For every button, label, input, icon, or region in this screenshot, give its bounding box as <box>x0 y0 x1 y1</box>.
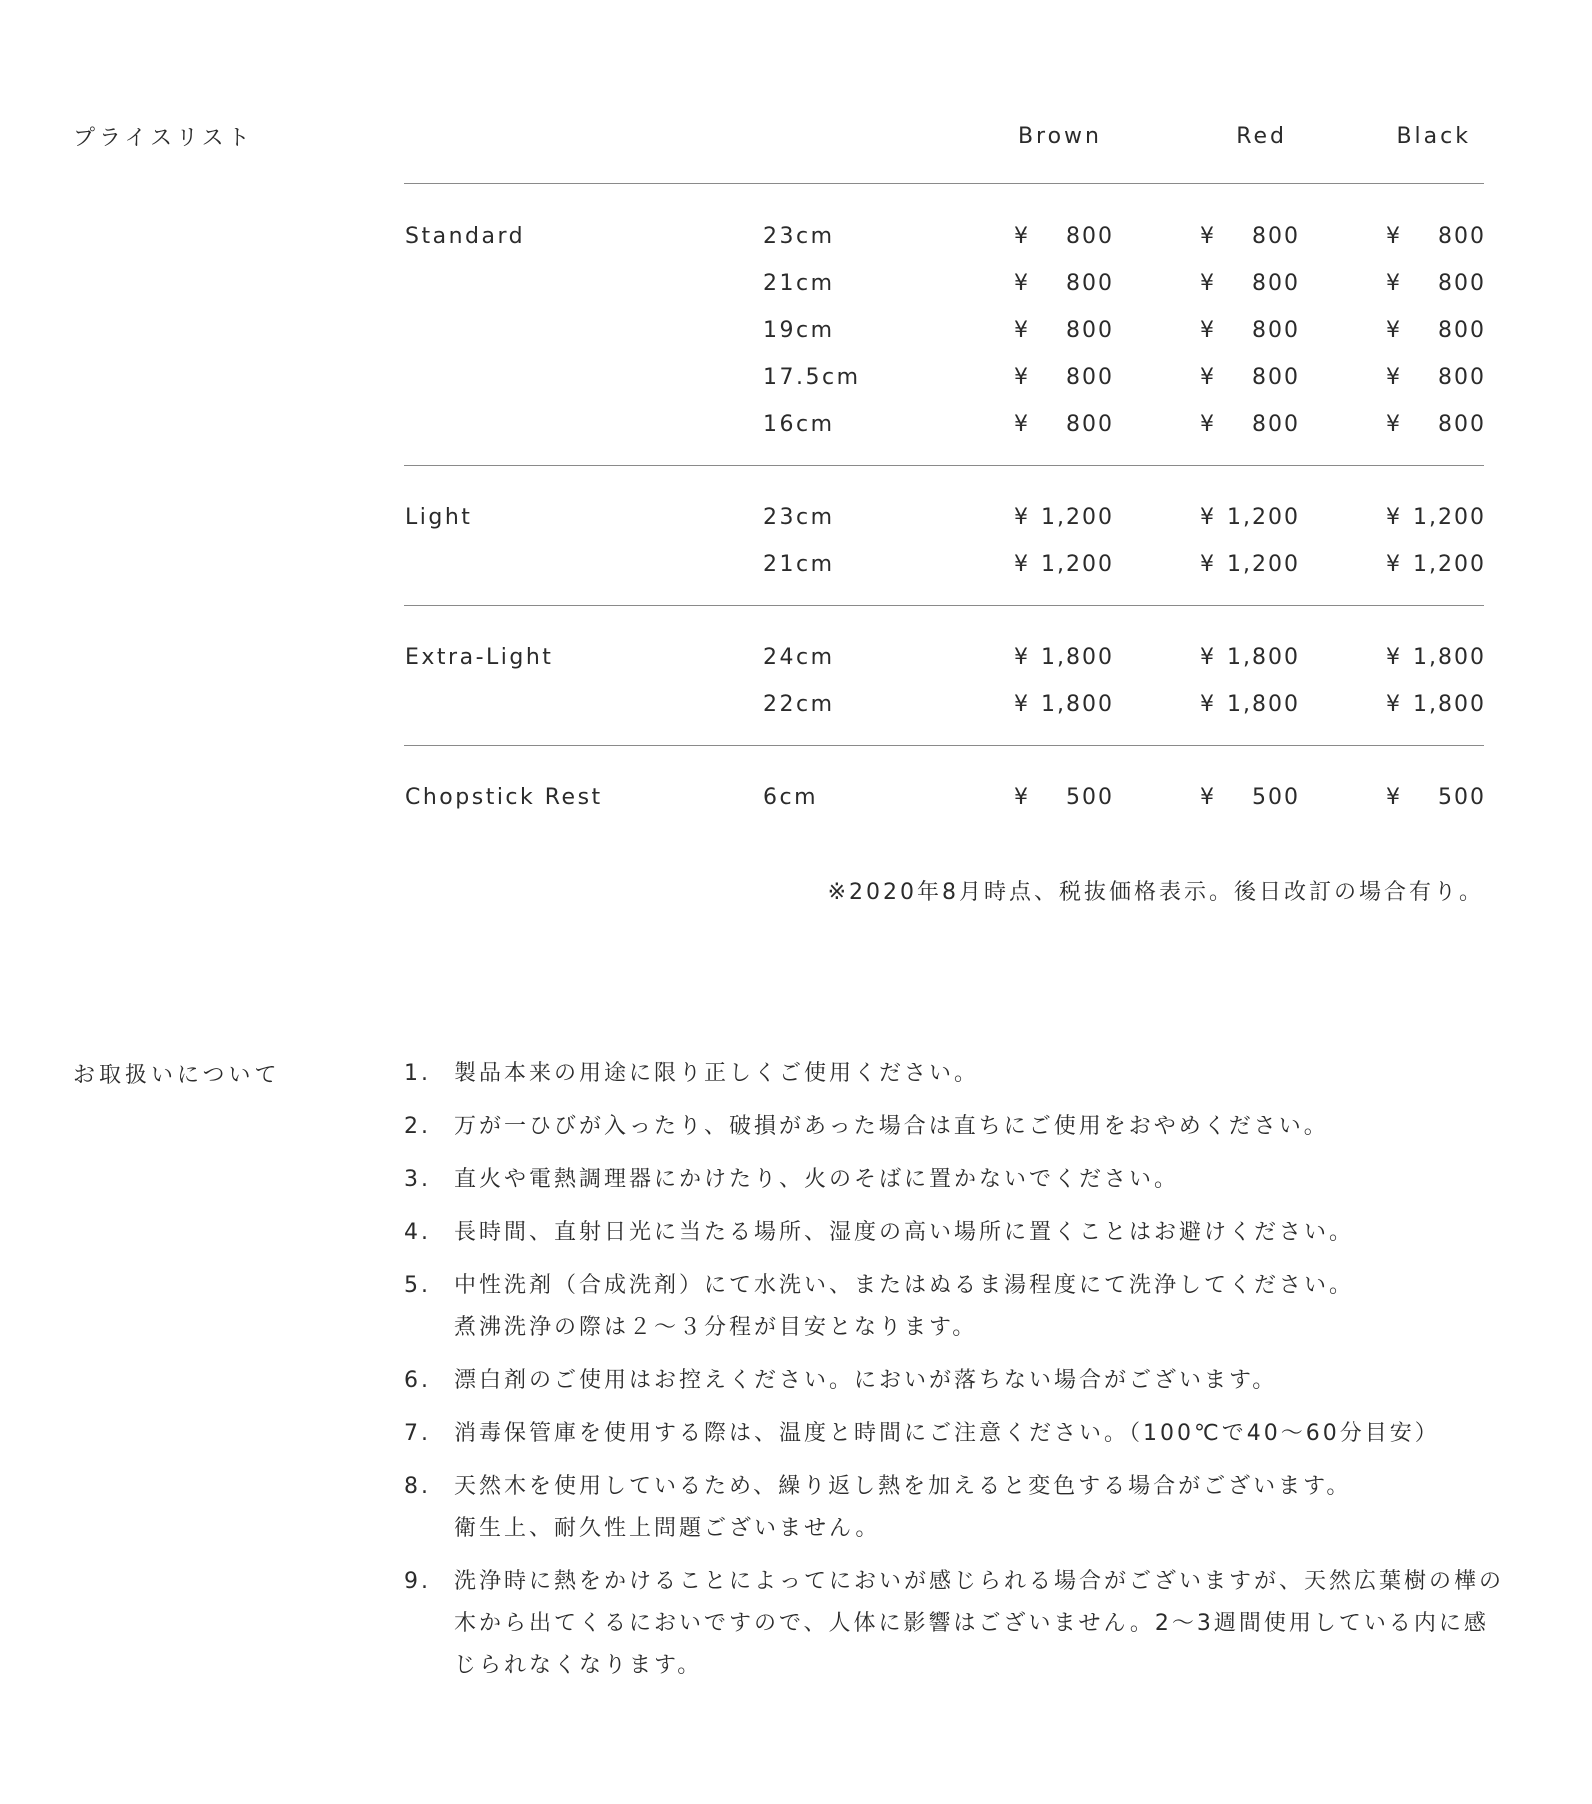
yen-symbol: ¥ <box>1200 552 1217 577</box>
yen-symbol: ¥ <box>1386 224 1403 249</box>
price-cell-black <box>1386 645 1486 675</box>
item-text <box>454 1466 1494 1550</box>
item-text-line: 漂白剤のご使用はお控えください。においが落ちない場合がございます。 <box>454 1368 1278 1393</box>
table-row <box>0 318 1592 358</box>
table-row <box>0 365 1592 405</box>
price-amount: 500 <box>1252 785 1300 810</box>
yen-symbol: ¥ <box>1386 552 1403 577</box>
price-amount: 800 <box>1066 318 1114 343</box>
yen-symbol: ¥ <box>1386 271 1403 296</box>
yen-symbol: ¥ <box>1386 365 1403 390</box>
item-text <box>454 1159 1494 1201</box>
price-amount: 800 <box>1066 412 1114 437</box>
item-number: 6. <box>404 1368 431 1393</box>
item-text-line: 木から出てくるにおいですので、人体に影響はございません。2～3週間使用している内に感 <box>454 1611 1489 1636</box>
price-cell-black <box>1386 271 1486 301</box>
price-cell-brown <box>1014 365 1114 395</box>
price-amount: 800 <box>1252 224 1300 249</box>
item-text <box>454 1106 1494 1148</box>
item-text <box>454 1360 1494 1402</box>
price-cell-black <box>1386 412 1486 442</box>
item-text-line: 万が一ひびが入ったり、破損があった場合は直ちにご使用をおやめください。 <box>454 1114 1329 1139</box>
table-row <box>0 785 1592 825</box>
color-header-brown: Brown <box>1017 124 1102 149</box>
price-cell-red <box>1200 318 1300 348</box>
price-amount: 800 <box>1438 365 1486 390</box>
size-cell: 22cm <box>763 692 835 717</box>
price-cell-red <box>1200 365 1300 395</box>
item-number: 4. <box>404 1220 431 1245</box>
table-row <box>0 271 1592 311</box>
item-text <box>454 1413 1494 1455</box>
color-header-red: Red <box>1236 124 1287 149</box>
price-amount: 1,200 <box>1227 505 1300 530</box>
price-amount: 1,200 <box>1041 505 1114 530</box>
item-number: 7. <box>404 1421 431 1446</box>
yen-symbol: ¥ <box>1200 645 1217 670</box>
price-cell-red <box>1200 224 1300 254</box>
yen-symbol: ¥ <box>1200 692 1217 717</box>
price-amount: 1,800 <box>1227 692 1300 717</box>
category-label: Light <box>405 505 473 530</box>
size-cell: 16cm <box>763 412 835 437</box>
color-header-black: Black <box>1396 124 1471 149</box>
category-label: Chopstick Rest <box>405 785 603 810</box>
yen-symbol: ¥ <box>1386 505 1403 530</box>
yen-symbol: ¥ <box>1014 645 1031 670</box>
table-row <box>0 692 1592 732</box>
price-cell-red <box>1200 785 1300 815</box>
item-text-line: 洗浄時に熱をかけることによってにおいが感じられる場合がございますが、天然広葉樹の樺の <box>454 1569 1505 1594</box>
item-text-line: 長時間、直射日光に当たる場所、湿度の高い場所に置くことはお避けください。 <box>454 1220 1355 1245</box>
price-cell-black <box>1386 318 1486 348</box>
size-cell: 19cm <box>763 318 835 343</box>
price-amount: 800 <box>1252 318 1300 343</box>
price-cell-brown <box>1014 318 1114 348</box>
price-amount: 500 <box>1066 785 1114 810</box>
size-cell: 17.5cm <box>763 365 861 390</box>
price-cell-red <box>1200 692 1300 722</box>
price-amount: 1,200 <box>1227 552 1300 577</box>
price-amount: 800 <box>1252 365 1300 390</box>
item-number: 2. <box>404 1114 431 1139</box>
price-amount: 800 <box>1252 412 1300 437</box>
handling-title: お取扱いについて <box>73 1063 281 1088</box>
yen-symbol: ¥ <box>1014 692 1031 717</box>
price-cell-black <box>1386 785 1486 815</box>
item-text <box>454 1053 1494 1095</box>
price-cell-red <box>1200 645 1300 675</box>
price-list-title: プライスリスト <box>73 126 254 151</box>
item-text-line: 煮沸洗浄の際は２～３分程が目安となります。 <box>454 1315 978 1340</box>
price-amount: 800 <box>1438 271 1486 296</box>
table-row <box>0 552 1592 592</box>
table-divider <box>404 465 1484 466</box>
price-amount: 1,200 <box>1413 505 1486 530</box>
size-cell: 21cm <box>763 271 835 296</box>
category-label: Standard <box>405 224 526 249</box>
price-cell-black <box>1386 365 1486 395</box>
yen-symbol: ¥ <box>1014 271 1031 296</box>
price-cell-brown <box>1014 692 1114 722</box>
price-amount: 500 <box>1438 785 1486 810</box>
price-amount: 1,800 <box>1227 645 1300 670</box>
yen-symbol: ¥ <box>1386 692 1403 717</box>
size-cell: 23cm <box>763 505 835 530</box>
yen-symbol: ¥ <box>1386 645 1403 670</box>
item-number: 8. <box>404 1474 431 1499</box>
yen-symbol: ¥ <box>1014 365 1031 390</box>
yen-symbol: ¥ <box>1014 785 1031 810</box>
item-number: 5. <box>404 1273 431 1298</box>
size-cell: 21cm <box>763 552 835 577</box>
price-cell-red <box>1200 552 1300 582</box>
size-cell: 23cm <box>763 224 835 249</box>
tax-note: ※2020年8月時点、税抜価格表示。後日改訂の場合有り。 <box>827 880 1484 905</box>
price-amount: 800 <box>1066 224 1114 249</box>
price-cell-red <box>1200 412 1300 442</box>
price-amount: 800 <box>1438 412 1486 437</box>
price-amount: 1,800 <box>1413 692 1486 717</box>
price-cell-black <box>1386 692 1486 722</box>
size-cell: 24cm <box>763 645 835 670</box>
price-amount: 1,800 <box>1413 645 1486 670</box>
item-text-line: 製品本来の用途に限り正しくご使用ください。 <box>454 1061 980 1086</box>
table-divider <box>404 605 1484 606</box>
yen-symbol: ¥ <box>1014 224 1031 249</box>
price-amount: 800 <box>1438 224 1486 249</box>
price-cell-brown <box>1014 505 1114 535</box>
item-number: 9. <box>404 1569 431 1594</box>
price-amount: 800 <box>1066 271 1114 296</box>
size-cell: 6cm <box>763 785 819 810</box>
item-text <box>454 1561 1505 1687</box>
price-cell-red <box>1200 505 1300 535</box>
yen-symbol: ¥ <box>1014 552 1031 577</box>
table-row <box>0 224 1592 264</box>
price-cell-black <box>1386 505 1486 535</box>
item-number: 1. <box>404 1061 431 1086</box>
price-amount: 800 <box>1438 318 1486 343</box>
yen-symbol: ¥ <box>1200 365 1217 390</box>
price-cell-black <box>1386 552 1486 582</box>
table-row <box>0 645 1592 685</box>
price-amount: 1,200 <box>1413 552 1486 577</box>
item-text-line: 中性洗剤（合成洗剤）にて水洗い、またはぬるま湯程度にて洗浄してください。 <box>454 1273 1355 1298</box>
price-cell-black <box>1386 224 1486 254</box>
price-amount: 800 <box>1066 365 1114 390</box>
yen-symbol: ¥ <box>1200 271 1217 296</box>
yen-symbol: ¥ <box>1200 318 1217 343</box>
table-row <box>0 412 1592 452</box>
item-text-line: 消毒保管庫を使用する際は、温度と時間にご注意ください。（100℃で40～60分目安） <box>454 1421 1440 1446</box>
price-cell-brown <box>1014 645 1114 675</box>
item-text-line: 衛生上、耐久性上問題ございません。 <box>454 1516 881 1541</box>
yen-symbol: ¥ <box>1386 318 1403 343</box>
price-cell-brown <box>1014 785 1114 815</box>
price-amount: 1,800 <box>1041 692 1114 717</box>
price-cell-brown <box>1014 224 1114 254</box>
item-number: 3. <box>404 1167 431 1192</box>
yen-symbol: ¥ <box>1200 785 1217 810</box>
yen-symbol: ¥ <box>1200 505 1217 530</box>
category-label: Extra-Light <box>405 645 554 670</box>
price-cell-brown <box>1014 271 1114 301</box>
price-amount: 800 <box>1252 271 1300 296</box>
yen-symbol: ¥ <box>1014 318 1031 343</box>
item-text-line: 直火や電熱調理器にかけたり、火のそばに置かないでください。 <box>454 1167 1180 1192</box>
table-row <box>0 505 1592 545</box>
table-divider <box>404 745 1484 746</box>
yen-symbol: ¥ <box>1386 412 1403 437</box>
item-text-line: じられなくなります。 <box>454 1653 703 1678</box>
item-text-line: 天然木を使用しているため、繰り返し熱を加えると変色する場合がございます。 <box>454 1474 1352 1499</box>
item-text <box>454 1265 1494 1349</box>
yen-symbol: ¥ <box>1014 412 1031 437</box>
price-cell-brown <box>1014 412 1114 442</box>
yen-symbol: ¥ <box>1014 505 1031 530</box>
price-amount: 1,200 <box>1041 552 1114 577</box>
table-divider <box>404 183 1484 184</box>
item-text <box>454 1212 1494 1254</box>
price-amount: 1,800 <box>1041 645 1114 670</box>
yen-symbol: ¥ <box>1386 785 1403 810</box>
price-cell-red <box>1200 271 1300 301</box>
price-cell-brown <box>1014 552 1114 582</box>
yen-symbol: ¥ <box>1200 412 1217 437</box>
yen-symbol: ¥ <box>1200 224 1217 249</box>
